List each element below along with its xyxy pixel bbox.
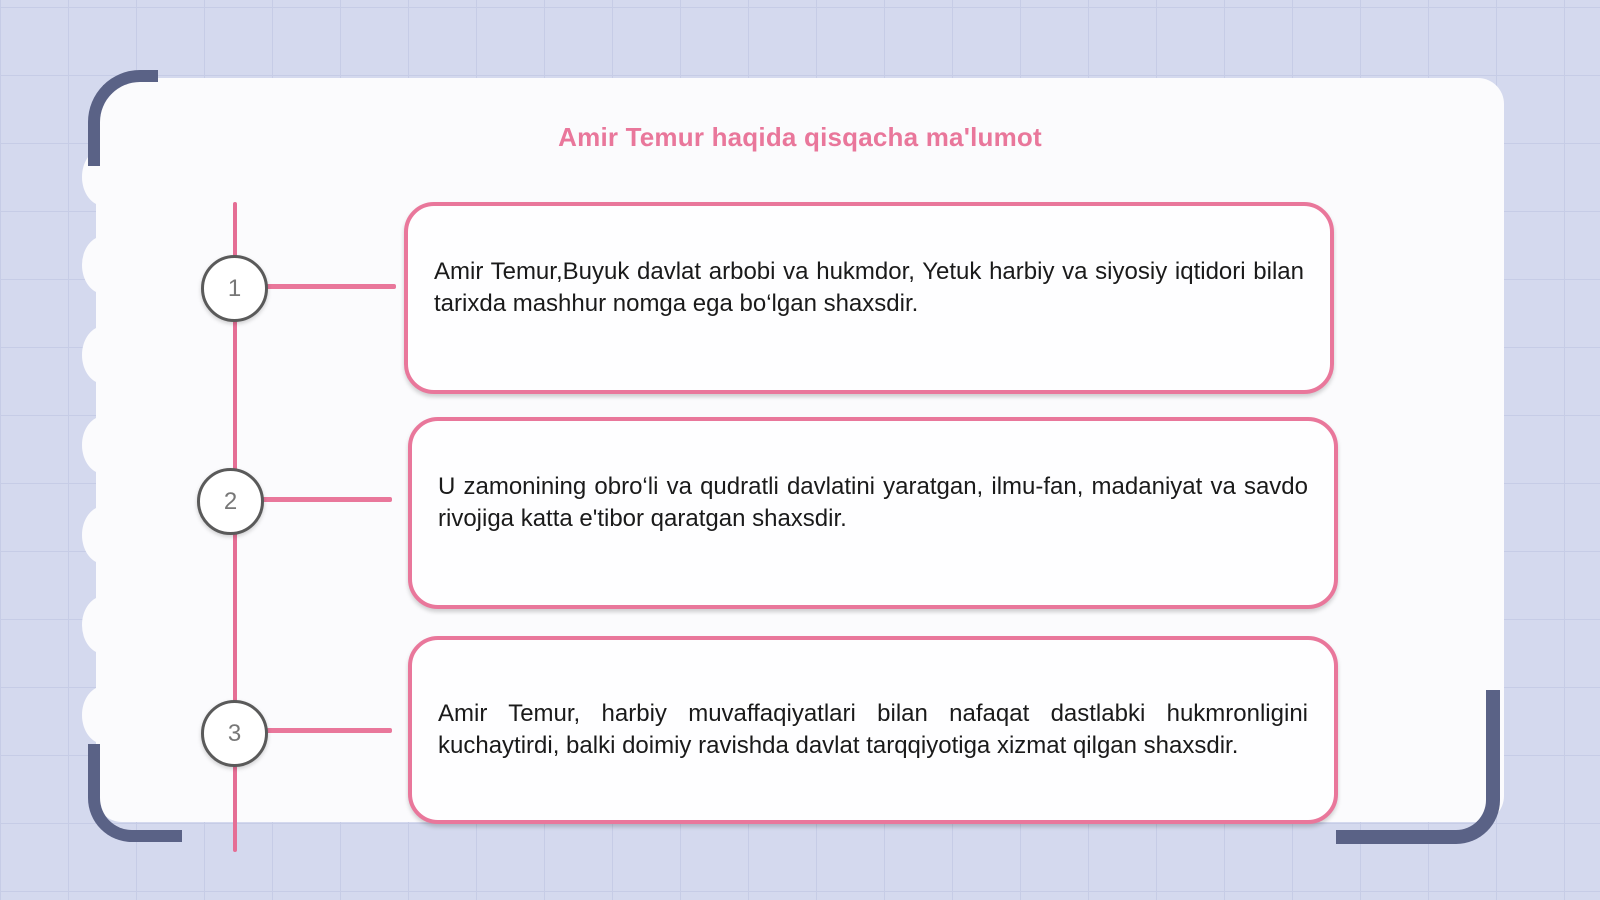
timeline-connector bbox=[266, 284, 396, 289]
info-card-2 bbox=[408, 417, 1338, 609]
timeline-marker-2: 2 bbox=[197, 468, 264, 535]
timeline-connector bbox=[266, 728, 392, 733]
slide-title: Amir Temur haqida qisqacha ma'lumot bbox=[558, 122, 1042, 152]
paper-scallop bbox=[82, 506, 126, 564]
paper-scallop bbox=[82, 326, 126, 384]
frame-corner-bottom-right bbox=[1336, 690, 1500, 844]
timeline-connector bbox=[262, 497, 392, 502]
info-card-1 bbox=[404, 202, 1334, 394]
paper-scallop bbox=[82, 416, 126, 474]
timeline-marker-1: 1 bbox=[201, 255, 268, 322]
info-card-3 bbox=[408, 636, 1338, 824]
info-card-text: Amir Temur, harbiy muvaffaqiyatlari bilan nafaqat dastlabki hukmronligini kuchaytirdi, balki doimiy ravishda davlat tarqqiyotiga xizmat qilgan shaxsdir. bbox=[438, 700, 1308, 759]
timeline-marker-3: 3 bbox=[201, 700, 268, 767]
paper-scallop bbox=[82, 596, 126, 654]
paper-scallop bbox=[82, 686, 126, 744]
paper-scallop bbox=[82, 236, 126, 294]
info-card-text: Amir Temur,Buyuk davlat arbobi va hukmdor, Yetuk harbiy va siyosiy iqtidori bilan tarixda mashhur nomga ega bo‘lgan shaxsdir. bbox=[434, 258, 1304, 317]
frame-corner-top-left bbox=[88, 70, 158, 166]
info-card-text: U zamonining obro‘li va qudratli davlatini yaratgan, ilmu-fan, madaniyat va savdo rivojiga katta e'tibor qaratgan shaxsdir. bbox=[438, 473, 1308, 532]
frame-corner-bottom-left bbox=[88, 744, 182, 842]
